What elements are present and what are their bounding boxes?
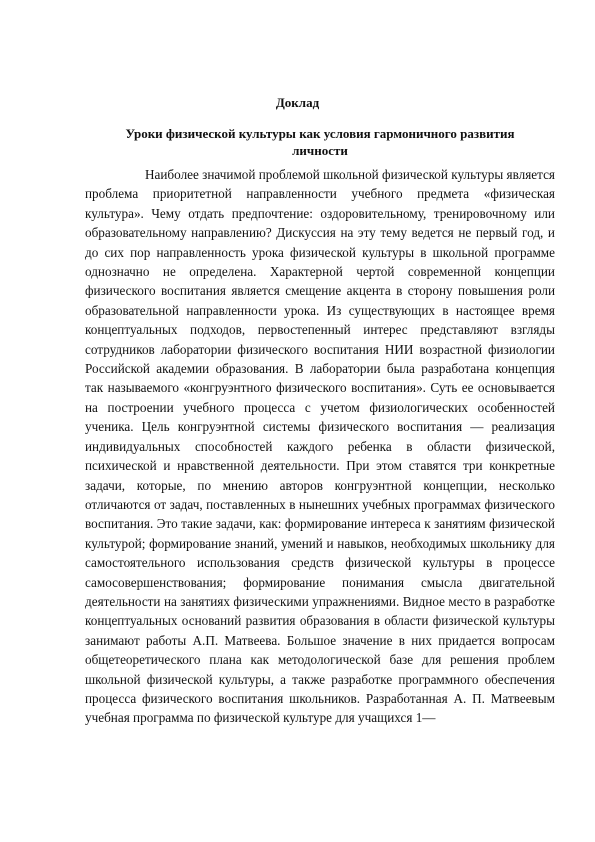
document-subtitle: Уроки физической культуры как условия гармоничного развития личности — [125, 126, 515, 158]
document-title: Доклад — [275, 95, 320, 110]
body-paragraph: Наиболее значимой проблемой школьной физической культуры является проблема приоритетной направленности учебного предмета «физическая культура». Чему отдать предпочтение: оздоровительному, тренировочному или образовательному направлению? Дискуссия на эту тему ведется не первый год, и до сих пор направленность урока физической культуры в школьной программе однозначно не определена. Характерной чертой современной концепции физического воспитания является смещение акцента в сторону повышения роли образовательной направленности урока. Из существующих в настоящее время концептуальных подходов, первостепенный интерес представляют взгляды сотрудников лаборатории физического воспитания НИИ возрастной физиологии Российской академии образования. В лаборатории была разработана концепция так называемого «конгруэнтного физического воспитания». Суть ее основывается на построении учебного процесса с учетом физиологических особенностей ученика. Цель конгруэнтной системы физического воспитания — реализация индивидуальных способностей каждого ребенка в области физической, психической и нравственной деятельности. При этом ставятся три конкретные задачи, которые, по мнению авторов конгруэнтной концепции, несколько отличаются от задач, поставленных в нынешних учебных программах физического воспитания. Это такие задачи, как: формирование интереса к занятиям физической культурой; формирование знаний, умений и навыков, необходимых школьнику для самостоятельного использования средств физической культуры в процессе самосовершенствования; формирование понимания смысла двигательной деятельности на занятиях физическими упражнениями. Видное место в разработке концептуальных оснований развития образования в области физической культуры занимают работы А.П. Матвеева. Большое значение в них придается вопросам общетеоретического плана как методологической базе для решения проблем школьной физической культуры, а также разработке программного обеспечения процесса физического воспитания школьников. Разработанная А. П. Матвеевым учебная программа по физической культуре для учащихся 1— — [85, 167, 555, 726]
